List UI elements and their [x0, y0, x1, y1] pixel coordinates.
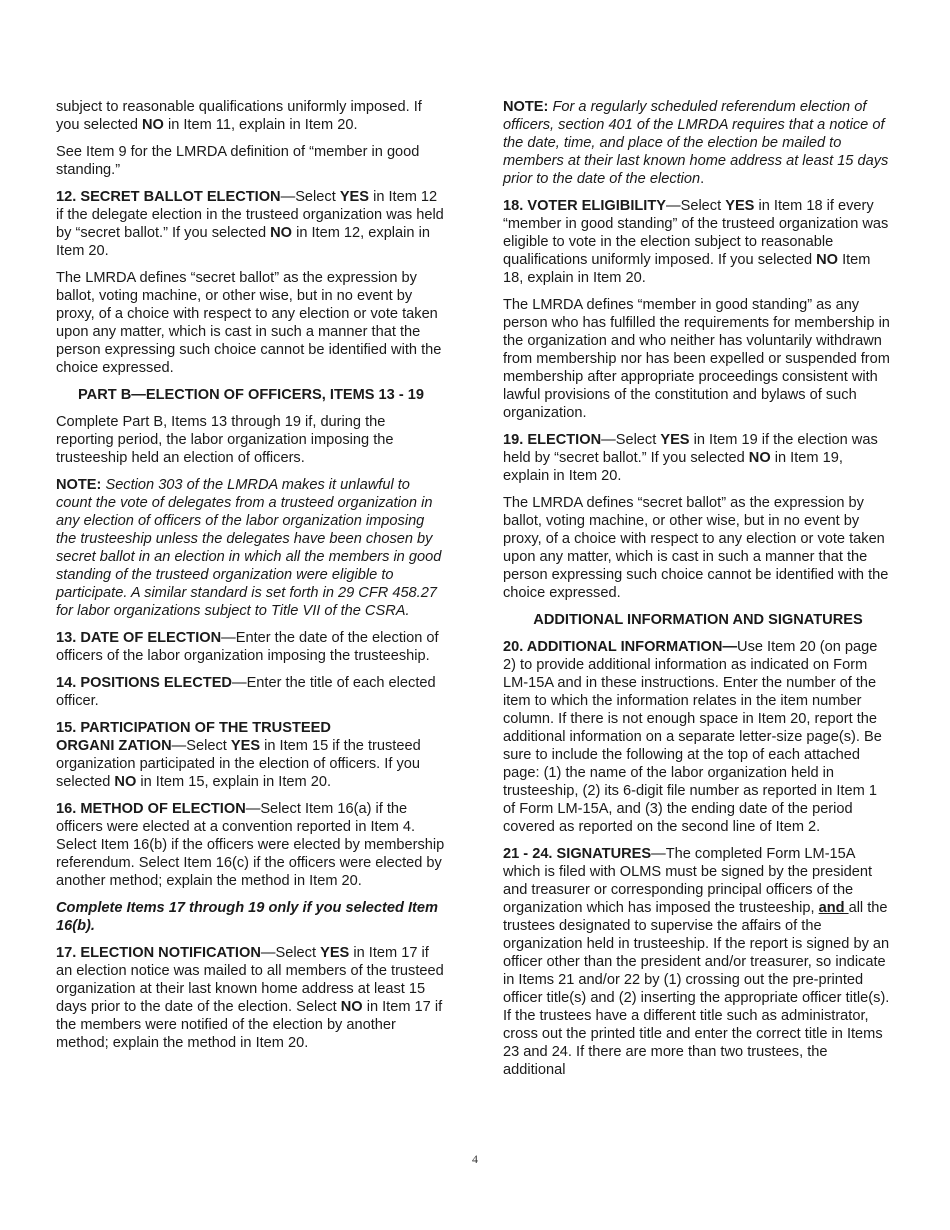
- paragraph: subject to reasonable qualifications uniformly imposed. If you selected NO in Item 11, explain in Item 20.: [56, 99, 422, 133]
- paragraph: Complete Part B, Items 13 through 19 if, during the reporting period, the labor organization imposing the trusteeship held an election of officers.: [56, 414, 394, 466]
- item-12: 12. SECRET BALLOT ELECTION—Select YES in Item 12 if the delegate election in the trusteed organization was held by “secret ballot.” If you selected NO in Item 12, explain in Item 20.: [56, 189, 444, 259]
- item-20: 20. ADDITIONAL INFORMATION—Use Item 20 (on page 2) to provide additional information as indicated on Form LM-15A and in these instructions. Enter the number of the item to which the information relates in the item number column. If there is not enough space in Item 20, report the additional information on a separate letter-size page(s). Be sure to include the following at the top of each attached page: (1) the name of the labor organization held in trusteeship, (2) its 6-digit file number as reported in Item 1 of Form LM-15A, and (3) the ending date of the period covered as reported on the second line of Item 2.: [503, 639, 882, 835]
- section-heading: PART B—ELECTION OF OFFICERS, ITEMS 13 - 19: [78, 387, 424, 403]
- item-16: 16. METHOD OF ELECTION—Select Item 16(a) if the officers were elected at a convention reported in Item 4. Select Item 16(b) if the officers were elected by membership referendum. Select Item 16(c) if the officers were elected by another method; explain the method in Item 20.: [56, 801, 445, 889]
- item-19: 19. ELECTION—Select YES in Item 19 if the election was held by “secret ballot.” If you selected NO in Item 19, explain in Item 20.: [503, 432, 878, 484]
- paragraph: The LMRDA defines “member in good standing” as any person who has fulfilled the requirements for membership in the organization and who neither has voluntarily withdrawn from membership nor has been expelled or suspended from membership after appropriate proceedings consistent with lawful provisions of the constitution and bylaws of such organization.: [503, 297, 890, 421]
- complete-note: Complete Items 17 through 19 only if you selected Item 16(b).: [56, 900, 438, 934]
- paragraph: See Item 9 for the LMRDA definition of “member in good standing.”: [56, 144, 420, 178]
- item-18: 18. VOTER ELIGIBILITY—Select YES in Item 18 if every “member in good standing” of the trusteed organization was eligible to vote in the election subject to reasonable qualifications uniformly imposed. If you selected NO Item 18, explain in Item 20.: [503, 198, 889, 286]
- item-17: 17. ELECTION NOTIFICATION—Select YES in Item 17 if an election notice was mailed to all members of the trusteed organization at their last known home address at least 15 days prior to the date of the election. Select NO in Item 17 if the members were notified of the election by another method; explain the method in Item 20.: [56, 945, 444, 1051]
- paragraph: The LMRDA defines “secret ballot” as the expression by ballot, voting machine, or other wise, but in no event by proxy, of a choice with respect to any election or vote taken upon any matter, which is cast in such a manner that the person expressing such choice cannot be identified with the choice expressed.: [56, 270, 442, 376]
- page-number: 4: [472, 1152, 478, 1166]
- item-15: 15. PARTICIPATION OF THE TRUSTEED ORGANI ZATION—Select YES in Item 15 if the trusteed organization participated in the election of officers. If you selected NO in Item 15, explain in Item 20.: [56, 720, 421, 790]
- item-21-24: 21 - 24. SIGNATURES—The completed Form LM-15A which is filed with OLMS must be signed by the president and treasurer or corresponding principal officers of the organization which has imposed the trusteeship, and all the trustees designated to supervise the affairs of the organization held in trusteeship. If the report is signed by an officer other than the president and/or treasurer, so indicate in Items 21 and/or 22 by (1) crossing out the pre-printed officer title(s) and (2) inserting the appropriate officer title(s). If the trustees have a different title such as administrator, cross out the printed title and enter the correct title in Items 23 and 24. If there are more than two trustees, the additional: [503, 846, 890, 1078]
- left-column: [56, 98, 446, 1061]
- note: NOTE: For a regularly scheduled referendum election of officers, section 401 of the LMRDA requires that a notice of the date, time, and place of the election be mailed to members at their last known home address at least 15 days prior to the date of the election.: [503, 99, 889, 187]
- item-13: 13. DATE OF ELECTION—Enter the date of the election of officers of the labor organization imposing the trusteeship.: [56, 630, 439, 664]
- right-column: [503, 98, 893, 1088]
- note: NOTE: Section 303 of the LMRDA makes it unlawful to count the vote of delegates from a trusteed organization in any election of officers of the labor organization imposing the trusteeship unless the delegates have been chosen by secret ballot in an election in which all the members in good standing of the trusteed organization were eligible to participate. A similar standard is set forth in 29 CFR 458.27 for labor organizations subject to Title VII of the CSRA.: [56, 477, 442, 619]
- section-heading: ADDITIONAL INFORMATION AND SIGNATURES: [533, 612, 863, 628]
- paragraph: The LMRDA defines “secret ballot” as the expression by ballot, voting machine, or other wise, but in no event by proxy, of a choice with respect to any election or vote taken upon any matter, which is cast in such a manner that the person expressing such choice cannot be identified with the choice expressed.: [503, 495, 889, 601]
- item-14: 14. POSITIONS ELECTED—Enter the title of each elected officer.: [56, 675, 436, 709]
